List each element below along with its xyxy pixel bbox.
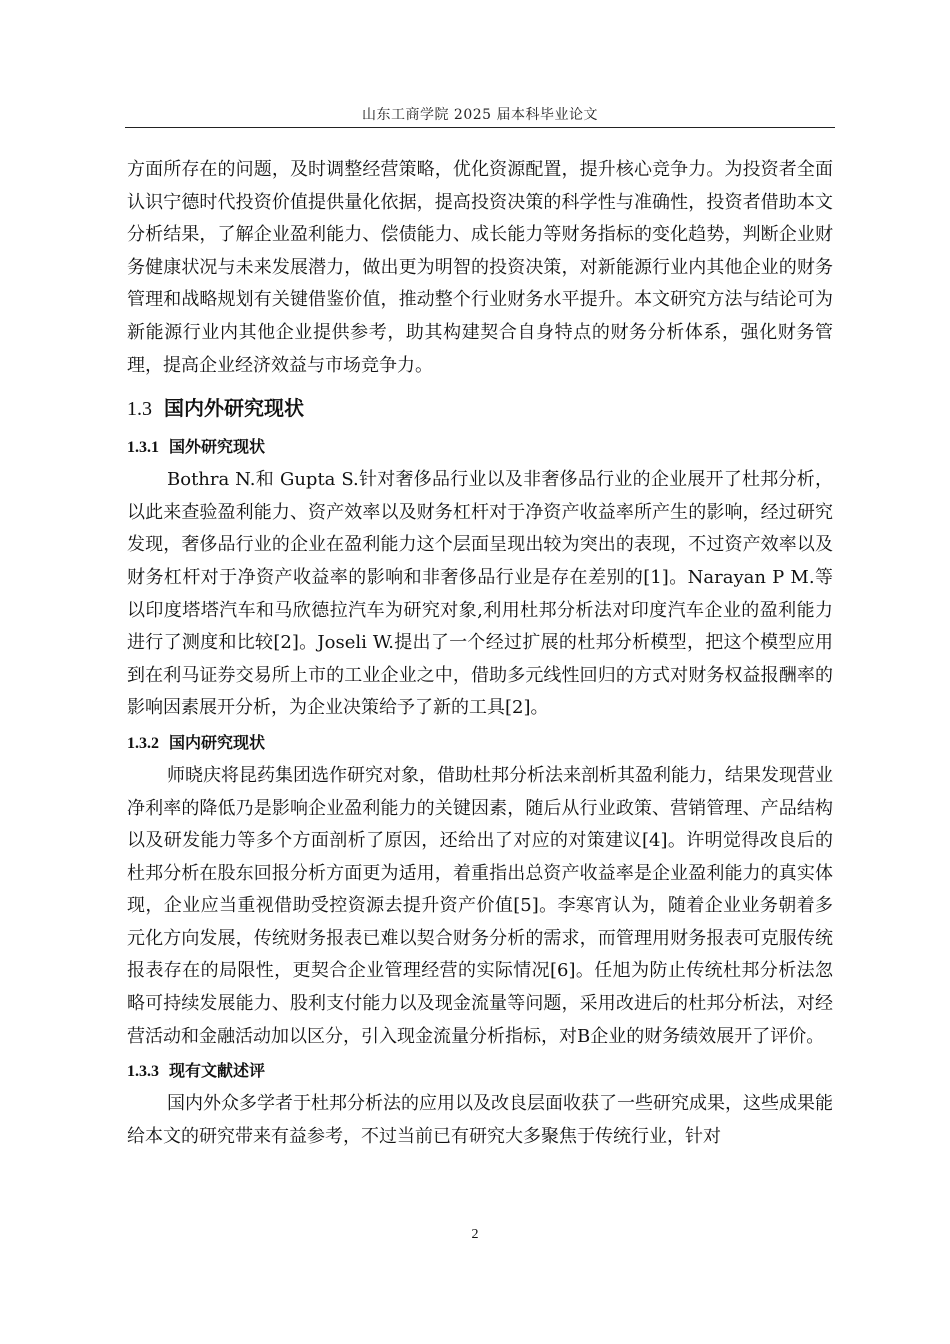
subsection-number: 1.3.3 [127,1063,159,1081]
header-divider [125,127,835,128]
page-number: 2 [471,1227,479,1242]
subsection-paragraph: 国内外众多学者于杜邦分析法的应用以及改良层面收获了一些研究成果，这些成果能给本文的研究带来有益参考，不过当前已有研究大多聚焦于传统行业，针对 [127,1093,833,1147]
subsection-title: 国外研究现状 [169,437,266,457]
subsection-number: 1.3.2 [127,734,159,752]
subsection-paragraph: 师晓庆将昆药集团选作研究对象，借助杜邦分析法来剖析其盈利能力，结果发现营业净利率的降低乃是影响企业盈利能力的关键因素，随后从行业政策、营销管理、产品结构以及研发能力等多个方面剖析了原因，还给出了对应的对策建议[4]。许明觉得改良后的杜邦分析在股东回报分析方面更为适用，着重指出总资产收益率是企业盈利能力的真实体现，企业应当重视借助受控资源去提升资产价值[5]。李寒宵认为，随着企业业务朝着多元化方向发展，传统财务报表已难以契合财务分析的需求，而管理用财务报表可克服传统报表存在的局限性，更契合企业管理经营的实际情况[6]。任旭为防止传统杜邦分析法忽略可持续发展能力、股利支付能力以及现金流量等问题，采用改进后的杜邦分析法，对经营活动和金融活动加以区分，引入现金流量分析指标，对B企业的财务绩效展开了评价。 [127,764,833,1047]
page-body [127,154,833,1153]
section-title: 国内外研究现状 [164,396,304,421]
running-header: 山东工商学院 2025 届本科毕业论文 [361,107,599,123]
intro-paragraph: 方面所存在的问题，及时调整经营策略，优化资源配置，提升核心竞争力。为投资者全面认识宁德时代投资价值提供量化依据，提高投资决策的科学性与准确性，投资者借助本文分析结果，了解企业盈利能力、偿债能力、成长能力等财务指标的变化趋势，判断企业财务健康状况与未来发展潜力，做出更为明智的投资决策，对新能源行业内其他企业的财务管理和战略规划有关键借鉴价值，推动整个行业财务水平提升。本文研究方法与结论可为新能源行业内其他企业提供参考，助其构建契合自身特点的财务分析体系，强化财务管理，提高企业经济效益与市场竞争力。 [127,159,833,376]
subsection-heading [127,727,833,760]
subsection-title: 国内研究现状 [169,732,266,752]
subsection-heading [127,1055,833,1088]
subsection-title: 现有文献述评 [169,1061,266,1081]
section-heading [127,390,833,427]
subsection-number: 1.3.1 [127,439,159,457]
subsection-heading [127,431,833,464]
section-number: 1.3 [127,398,152,421]
subsection-paragraph: Bothra N.和 Gupta S.针对奢侈品行业以及非奢侈品行业的企业展开了杜邦分析，以此来查验盈利能力、资产效率以及财务杠杆对于净资产收益率所产生的影响，经过研究发现，奢侈品行业的企业在盈利能力这个层面呈现出较为突出的表现，不过资产效率以及财务杠杆对于净资产收益率的影响和非奢侈品行业是存在差别的[1]。Narayan P M.等以印度塔塔汽车和马欣德拉汽车为研究对象,利用杜邦分析法对印度汽车企业的盈利能力进行了测度和比较[2]。Joseli W.提出了一个经过扩展的杜邦分析模型，把这个模型应用到在利马证券交易所上市的工业企业之中，借助多元线性回归的方式对财务权益报酬率的影响因素展开分析，为企业决策给予了新的工具[2]。 [127,469,833,719]
